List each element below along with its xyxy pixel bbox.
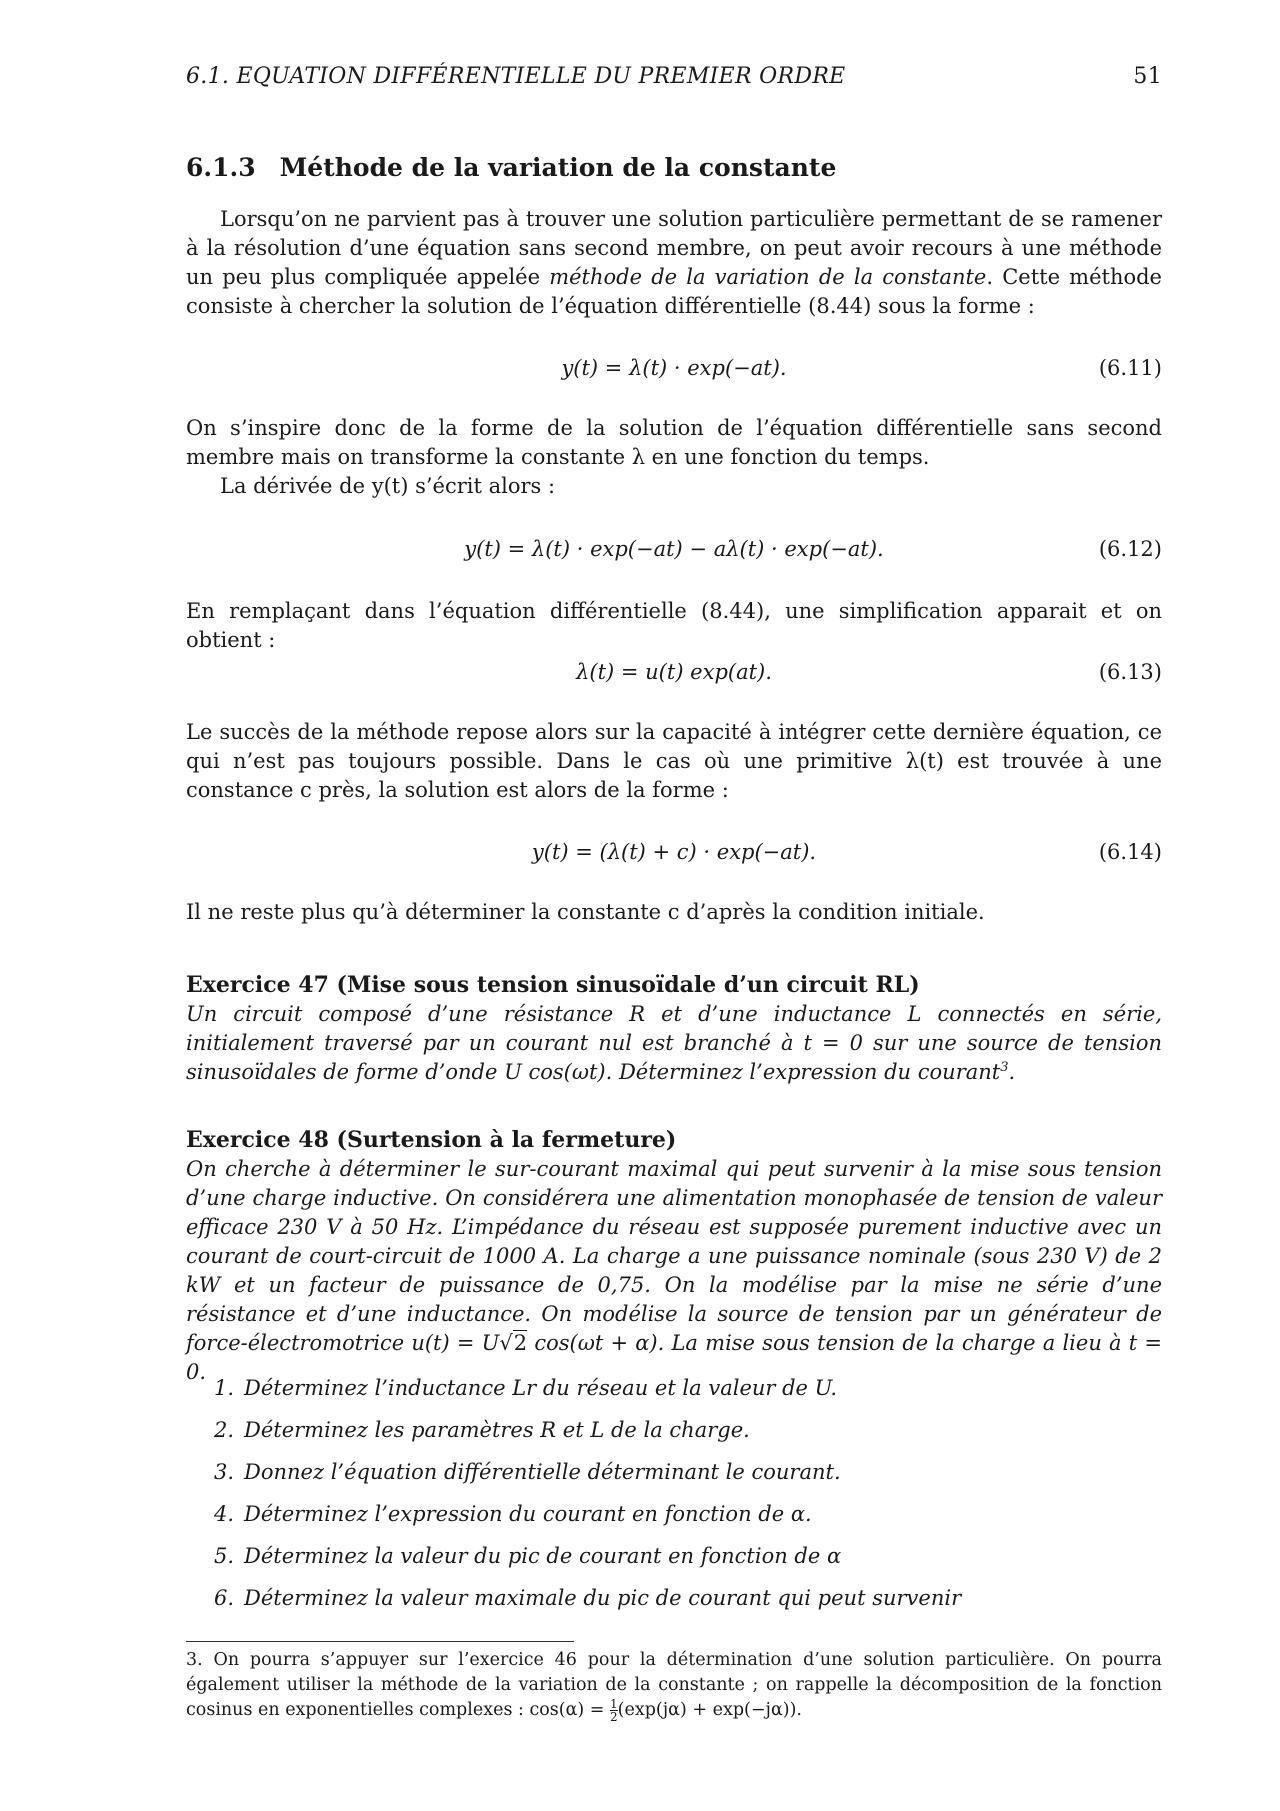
fraction-one-half: $\frac{1}{2}$ — [610, 1697, 618, 1724]
exercise-48-body: On cherche à déterminer le sur-courant maximal qui peut survenir à la mise sous tension d’une charge inductive. On considérera une alimentation monophasée de tension de valeur efficace 230 V à 50 Hz. L’impédance du réseau est supposée purement inductive avec un courant de court-circuit de 1000 A. La charge a une puissance nominale (sous 230 V) de 2 kW et un facteur de puissance de 0,75. On la modélise par la mise ne série d’une résistance et d’une inductance. On modélise la source de tension par un générateur de force-électromotrice u(t) = U√2 cos(ωt + α). La mise sous tension de la charge a lieu à t = 0. — [186, 1157, 1162, 1384]
list-item: 2. Déterminez les paramètres R et L de la charge. — [214, 1418, 750, 1442]
paragraph-inspiration: On s’inspire donc de la forme de la solution de l’équation différentielle sans second membre mais on transforme la constante λ en une fonction du temps. — [186, 416, 1162, 469]
footnote-3: 3. On pourra s’appuyer sur l’exercice 46 pour la détermination d’une solution particulière. On pourra également utiliser la méthode de la variation de la constante ; on rappelle la décomposition de la fonction cosinus en exponentielles complexes : cos(α) = $\frac{1}{2}$ (exp(jα) + exp(−jα)). — [186, 1650, 1162, 1724]
page-number: 51 — [1133, 64, 1162, 89]
emphasis-method: méthode de la variation de la constante — [549, 265, 987, 289]
list-item: 3. Donnez l’équation différentielle déterminant le courant. — [214, 1460, 841, 1484]
equation-formula: λ(t) = u(t) exp(at). — [576, 660, 772, 684]
paragraph-intro: Lorsqu’on ne parvient pas à trouver une solution particulière permettant de se ramener à la résolution d’une équation sans second membre, on peut avoir recours à une méthode un peu plus compliquée appelée méthode de la variation de la constante. Cette méthode consiste à chercher la solution de l’équation différentielle (8.44) sous la forme : — [186, 207, 1162, 318]
list-item: 1. Déterminez l’inductance Lr du réseau et la valeur de U. — [214, 1376, 838, 1400]
section-heading — [186, 153, 836, 182]
equation-number: (6.11) — [1098, 356, 1162, 380]
equation-number: (6.13) — [1098, 660, 1162, 684]
equation-6-11 — [186, 356, 1162, 386]
list-item: 5. Déterminez la valeur du pic de courant en fonction de α — [214, 1544, 842, 1568]
footnote-marker[interactable]: 3 — [1000, 1060, 1009, 1075]
equation-formula: y(t) = λ(t) · exp(−at) − aλ(t) · exp(−at). — [464, 537, 884, 561]
equation-6-12 — [186, 537, 1162, 567]
equation-formula: y(t) = λ(t) · exp(−at). — [561, 356, 787, 380]
paragraph-conclusion: Il ne reste plus qu’à déterminer la constante c d’après la condition initiale. — [186, 900, 985, 924]
list-item: 6. Déterminez la valeur maximale du pic de courant qui peut survenir — [214, 1586, 962, 1610]
equation-6-13 — [186, 660, 1162, 690]
list-item: 4. Déterminez l’expression du courant en fonction de α. — [214, 1502, 812, 1526]
exercise-47-body: Un circuit composé d’une résistance R et d’une inductance L connectés en série, initialement traversé par un courant nul est branché à t = 0 sur une source de tension sinusoïdales de forme d’onde U cos(ωt). Déterminez l’expression du courant$^3$. — [186, 1002, 1162, 1084]
paragraph-derivative: La dérivée de y(t) s’écrit alors : — [220, 474, 556, 498]
sqrt-argument: 2 — [513, 1331, 528, 1355]
running-title: 6.1. EQUATION DIFFÉRENTIELLE DU PREMIER ORDRE — [186, 64, 846, 89]
paragraph-success: Le succès de la méthode repose alors sur la capacité à intégrer cette dernière équation, ce qui n’est pas toujours possible. Dans le cas où une primitive λ(t) est trouvée à une constance c près, la solution est alors de la forme : — [186, 720, 1162, 802]
paragraph-substitution: En remplaçant dans l’équation différentielle (8.44), une simplification apparait et on obtient : — [186, 599, 1162, 652]
running-header — [186, 64, 1162, 89]
equation-6-14 — [186, 840, 1162, 870]
equation-formula: y(t) = (λ(t) + c) · exp(−at). — [531, 840, 817, 864]
exercise-47-title: Exercice 47 (Mise sous tension sinusoïdale d’un circuit RL) — [186, 972, 920, 998]
footnote-rule — [186, 1641, 574, 1642]
section-number: 6.1.3 — [186, 153, 256, 182]
exercise-48-title: Exercice 48 (Surtension à la fermeture) — [186, 1127, 677, 1153]
equation-number: (6.14) — [1098, 840, 1162, 864]
section-title: Méthode de la variation de la constante — [279, 153, 837, 182]
equation-number: (6.12) — [1098, 537, 1162, 561]
